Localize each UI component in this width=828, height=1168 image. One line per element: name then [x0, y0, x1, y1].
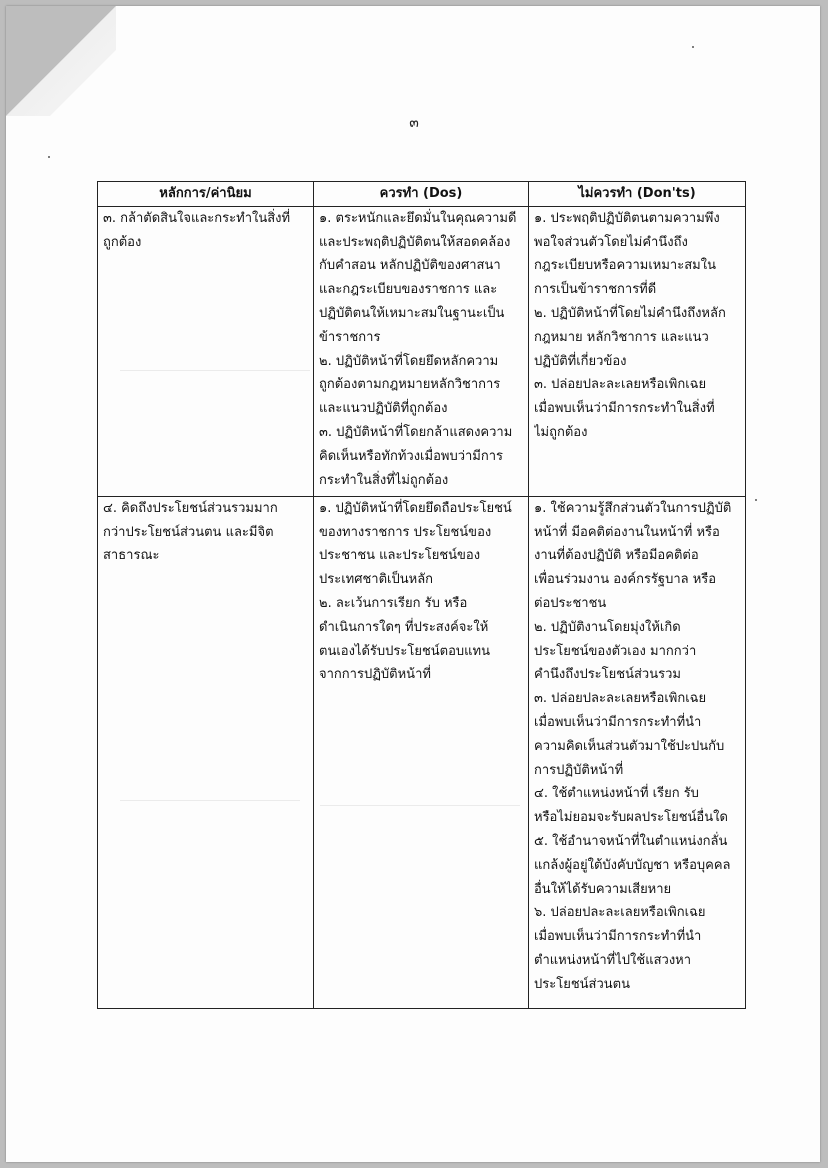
text-line: ปฏิบัติที่เกี่ยวข้อง: [534, 353, 627, 369]
text-line: หน้าที่ มีอคติต่องานในหน้าที่ หรือ: [534, 524, 720, 540]
text-line: เมื่อพบเห็นว่ามีการกระทำในสิ่งที่: [534, 401, 715, 417]
text-line: ข้าราชการ: [319, 329, 381, 345]
text-line: หรือไม่ยอมจะรับผลประโยชน์อื่นใด: [534, 810, 728, 826]
text-line: จากการปฏิบัติหน้าที่: [319, 667, 431, 683]
text-line: ดำเนินการใดๆ ที่ประสงค์จะให้: [319, 619, 489, 635]
text-line: ของทางราชการ ประโยชน์ของ: [319, 524, 492, 540]
text-line: ๔. คิดถึงประโยชน์ส่วนรวมมาก: [103, 500, 278, 516]
text-line: ๓. กล้าตัดสินใจและกระทำในสิ่งที่: [103, 210, 291, 226]
text-line: เมื่อพบเห็นว่ามีการกระทำที่นำ: [534, 929, 702, 945]
principle-cell: [98, 206, 314, 496]
text-line: ไม่ถูกต้อง: [534, 424, 588, 440]
text-line: ๓. ปฏิบัติหน้าที่โดยกล้าแสดงความ: [319, 424, 513, 440]
text-line: ตนเองได้รับประโยชน์ตอบแทน: [319, 643, 491, 659]
text-line: ตำแหน่งหน้าที่ไปใช้แสวงหา: [534, 952, 692, 968]
text-line: คำนึงถึงประโยชน์ส่วนรวม: [534, 667, 681, 683]
text-line: กับคำสอน หลักปฏิบัติของศาสนา: [319, 258, 501, 274]
text-line: ๒. ปฏิบัติหน้าที่โดยไม่คำนึงถึงหลัก: [534, 305, 726, 321]
text-line: การปฏิบัติหน้าที่: [534, 762, 624, 778]
text-line: และประพฤติปฏิบัติตนให้สอดคล้อง: [319, 234, 511, 250]
text-line: ๓. ปล่อยปละละเลยหรือเพิกเฉย: [534, 691, 707, 707]
text-line: และแนวปฏิบัติที่ถูกต้อง: [319, 401, 448, 417]
text-line: และกฎระเบียบของราชการ และ: [319, 282, 498, 298]
principles-table: [97, 181, 746, 1009]
stray-mark: [48, 156, 50, 158]
stray-mark: [755, 499, 757, 501]
text-line: ปฏิบัติตนให้เหมาะสมในฐานะเป็น: [319, 305, 505, 321]
header-principle: หลักการ/ค่านิยม: [98, 182, 314, 207]
text-line: ๑. ปฏิบัติหน้าที่โดยยึดถือประโยชน์: [319, 500, 512, 516]
text-line: ถูกต้อง: [103, 234, 142, 250]
text-line: งานที่ต้องปฏิบัติ หรือมีอคติต่อ: [534, 548, 699, 564]
table-row: [98, 206, 746, 496]
text-line: ถูกต้องตามกฎหมายหลักวิชาการ: [319, 377, 501, 393]
text-line: ๖. ปล่อยปละละเลยหรือเพิกเฉย: [534, 905, 706, 921]
dos-cell: [314, 206, 529, 496]
stray-mark: [692, 46, 694, 48]
text-line: แกล้งผู้อยู่ใต้บังคับบัญชา หรือบุคคล: [534, 857, 731, 873]
table-header-row: [98, 182, 746, 207]
text-line: อื่นให้ได้รับความเสียหาย: [534, 881, 672, 897]
text-line: ต่อประชาชน: [534, 595, 607, 611]
text-line: กฎหมาย หลักวิชาการ และแนว: [534, 329, 709, 345]
header-donts: ไม่ควรทำ (Don'ts): [529, 182, 746, 207]
text-line: ๓. ปล่อยปละละเลยหรือเพิกเฉย: [534, 377, 707, 393]
text-line: ๔. ใช้ตำแหน่งหน้าที่ เรียก รับ: [534, 786, 699, 802]
text-line: คิดเห็นหรือทักท้วงเมื่อพบว่ามีการ: [319, 448, 504, 464]
text-line: ๒. ปฏิบัติงานโดยมุ่งให้เกิด: [534, 619, 681, 635]
text-line: ๕. ใช้อำนาจหน้าที่ในตำแหน่งกลั่น: [534, 833, 728, 849]
text-line: กว่าประโยชน์ส่วนตน และมีจิต: [103, 524, 274, 540]
donts-cell: [529, 206, 746, 496]
text-line: การเป็นข้าราชการที่ดี: [534, 282, 657, 298]
principle-cell: [98, 496, 314, 1008]
text-line: ความคิดเห็นส่วนตัวมาใช้ปะปนกับ: [534, 738, 725, 754]
text-line: ประโยชน์ของตัวเอง มากกว่า: [534, 643, 697, 659]
text-line: ๒. ปฏิบัติหน้าที่โดยยึดหลักความ: [319, 353, 499, 369]
page-number: ๓: [409, 115, 419, 131]
text-line: ประเทศชาติเป็นหลัก: [319, 572, 434, 588]
text-line: ๑. ตระหนักและยึดมั่นในคุณความดี: [319, 210, 517, 226]
text-line: ๒. ละเว้นการเรียก รับ หรือ: [319, 595, 468, 611]
text-line: กฎระเบียบหรือความเหมาะสมใน: [534, 258, 716, 274]
text-line: สาธารณะ: [103, 548, 160, 564]
text-line: เพื่อนร่วมงาน องค์กรรัฐบาล หรือ: [534, 572, 717, 588]
dos-cell: [314, 496, 529, 1008]
text-line: ประชาชน และประโยชน์ของ: [319, 548, 481, 564]
text-line: ๑. ใช้ความรู้สึกส่วนตัวในการปฏิบัติ: [534, 500, 732, 516]
text-line: ๑. ประพฤติปฏิบัติตนตามความพึง: [534, 210, 720, 226]
text-line: เมื่อพบเห็นว่ามีการกระทำที่นำ: [534, 714, 702, 730]
donts-cell: [529, 496, 746, 1008]
text-line: กระทำในสิ่งที่ไม่ถูกต้อง: [319, 472, 449, 488]
header-dos: ควรทำ (Dos): [314, 182, 529, 207]
text-line: ประโยชน์ส่วนตน: [534, 976, 630, 992]
text-line: พอใจส่วนตัวโดยไม่คำนึงถึง: [534, 234, 688, 250]
table-row: [98, 496, 746, 1008]
